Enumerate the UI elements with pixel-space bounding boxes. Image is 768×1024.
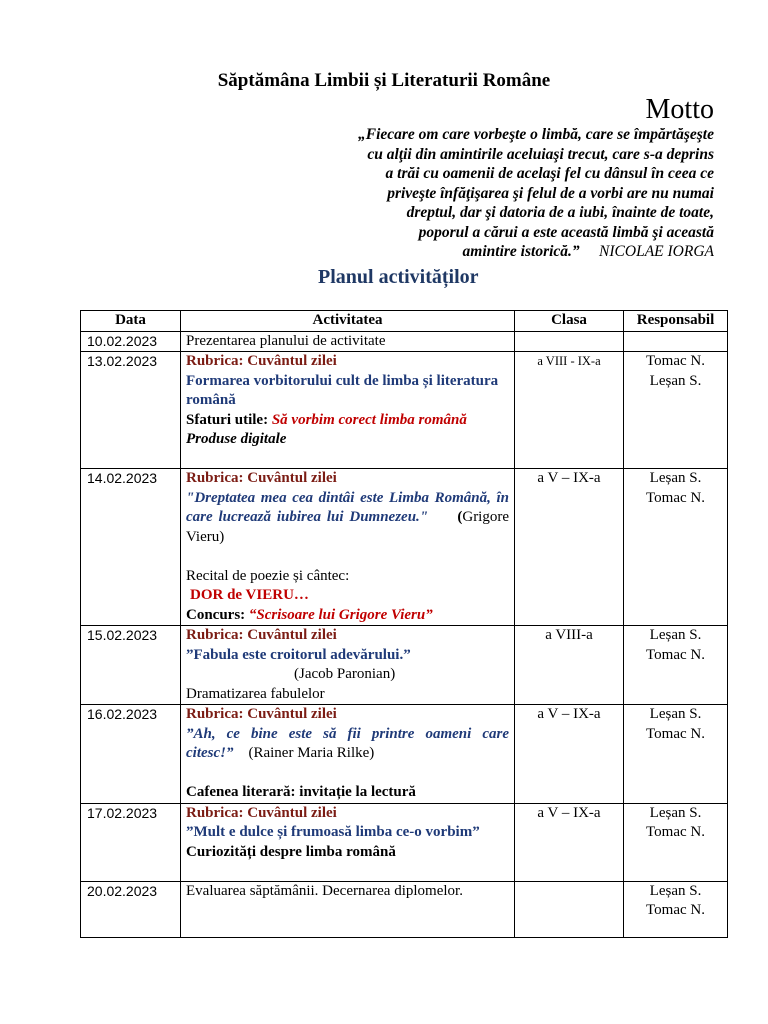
row-date: 17.02.2023 (81, 803, 181, 881)
motto-label: Motto (645, 94, 714, 125)
row-date: 14.02.2023 (81, 469, 181, 626)
responsible-name: Leșan S. (649, 804, 702, 821)
row-date: 16.02.2023 (81, 705, 181, 804)
tips-value: Să vorbim corect limba română (271, 411, 467, 428)
row-responsible (624, 469, 728, 626)
rubrica-label: Rubrica: Cuvântul zilei (186, 470, 337, 486)
row-responsible (624, 803, 728, 881)
quote-author: NICOLAE IORGA (599, 243, 714, 260)
activity-quote: ”Fabula este croitorul adevărului.” (186, 646, 411, 663)
row-activity (181, 352, 515, 469)
quote-author: (Rainer Maria Rilke) (248, 745, 375, 761)
row-activity (181, 626, 515, 705)
table-header-row (81, 311, 728, 332)
responsible-name: Leșan S. (649, 470, 702, 486)
quote-line: priveşte înfăţişarea şi felul de a vorbi are nu numai (387, 184, 714, 202)
row-activity (181, 705, 515, 804)
row-activity: Prezentarea planului de activitate (181, 331, 515, 352)
row-responsible (624, 626, 728, 705)
responsible-name: Tomac N. (646, 902, 705, 918)
table-row (81, 803, 728, 881)
responsible-name: Tomac N. (646, 646, 705, 663)
activity-quote-block (186, 725, 509, 764)
row-activity: Evaluarea săptămânii. Decernarea diplomelor. (181, 881, 515, 937)
row-class: a V – IX-a (515, 705, 624, 804)
row-responsible (624, 331, 728, 352)
motto-quote (194, 125, 714, 262)
table-row (81, 331, 728, 352)
row-class: a V – IX-a (515, 803, 624, 881)
tips-line (186, 411, 509, 431)
activity-extra: Dramatizarea fabulelor (186, 685, 325, 702)
rubrica-label: Rubrica: Cuvântul zilei (186, 353, 337, 369)
responsible-name: Leșan S. (649, 706, 702, 722)
rubrica-label: Rubrica: Cuvântul zilei (186, 627, 337, 643)
responsible-name: Leșan S. (649, 372, 702, 389)
quote-line: poporul a cărui a este această limbă şi această (418, 223, 714, 241)
tips-label: Sfaturi utile: (186, 411, 272, 428)
table-row (81, 469, 728, 626)
responsible-name: Tomac N. (646, 353, 705, 369)
products-label: Produse digitale (186, 431, 287, 447)
row-class (515, 331, 624, 352)
activity-quote: ”Ah, ce bine este să fii printre oameni care citesc!” (186, 725, 509, 761)
row-date: 15.02.2023 (81, 626, 181, 705)
rubrica-label: Rubrica: Cuvântul zilei (186, 706, 337, 722)
activity-quote: ”Mult e dulce și frumoasă limba ce-o vorbim” (186, 824, 480, 840)
row-responsible (624, 881, 728, 937)
header-responsible: Responsabil (624, 311, 728, 332)
responsible-name: Leșan S. (649, 627, 702, 643)
row-class (515, 881, 624, 937)
row-responsible (624, 705, 728, 804)
quote-line: cu alţii din amintirile aceluiaşi trecut, care s-a deprins (367, 145, 714, 163)
contest-value: “Scrisoare lui Grigore Vieru” (248, 606, 433, 623)
activity-quote-block (186, 489, 509, 548)
contest-label: Concurs: (186, 606, 249, 623)
row-date: 13.02.2023 (81, 352, 181, 469)
table-row (81, 352, 728, 469)
responsible-name: Tomac N. (646, 725, 705, 742)
row-responsible (624, 352, 728, 469)
quote-author: (Jacob Paronian) (294, 666, 396, 682)
quote-line: amintire istorică.” (462, 243, 580, 260)
recital-title: DOR de VIERU… (190, 587, 309, 603)
row-date: 20.02.2023 (81, 881, 181, 937)
activity-quote: "Dreptatea mea cea dintâi este Limba Română, în care lucrează iubirea lui Dumnezeu." (186, 489, 509, 525)
quote-author: Grigore Vieru) (186, 509, 510, 545)
table-row (81, 705, 728, 804)
responsible-name: Tomac N. (646, 489, 705, 506)
row-class: a VIII - IX-a (515, 352, 624, 469)
row-activity (181, 803, 515, 881)
recital-label: Recital de poezie și cântec: (186, 567, 350, 584)
row-date: 10.02.2023 (81, 331, 181, 352)
row-class: a VIII-a (515, 626, 624, 705)
row-class: a V – IX-a (515, 469, 624, 626)
rubrica-label: Rubrica: Cuvântul zilei (186, 804, 337, 821)
document-title: Săptămâna Limbii și Literaturii Române (217, 70, 551, 91)
header-class: Clasa (515, 311, 624, 332)
table-row (81, 626, 728, 705)
quote-line: „Fiecare om care vorbeşte o limbă, care se împărtăşeşte (357, 126, 714, 143)
row-activity (181, 469, 515, 626)
plan-title: Planul activităților (318, 266, 479, 288)
activity-extra: Cafenea literară: invitație la lectură (186, 784, 416, 800)
quote-line: dreptul, dar şi datoria de a iubi, înainte de toate, (406, 204, 714, 221)
quote-author-paren: ( (457, 509, 463, 525)
activities-table (80, 310, 728, 938)
activity-extra: Curiozități despre limba română (186, 843, 396, 860)
responsible-name: Tomac N. (646, 824, 705, 840)
activity-topic: Formarea vorbitorului cult de limba și literatura română (186, 372, 499, 408)
header-date: Data (81, 311, 181, 332)
quote-line-last (194, 242, 714, 262)
table-row (81, 881, 728, 937)
header-activity: Activitatea (181, 311, 515, 332)
quote-line: a trăi cu oamenii de acelaşi fel cu dânsul în ceea ce (385, 165, 714, 182)
responsible-name: Leșan S. (649, 882, 702, 899)
contest-line (186, 606, 509, 626)
